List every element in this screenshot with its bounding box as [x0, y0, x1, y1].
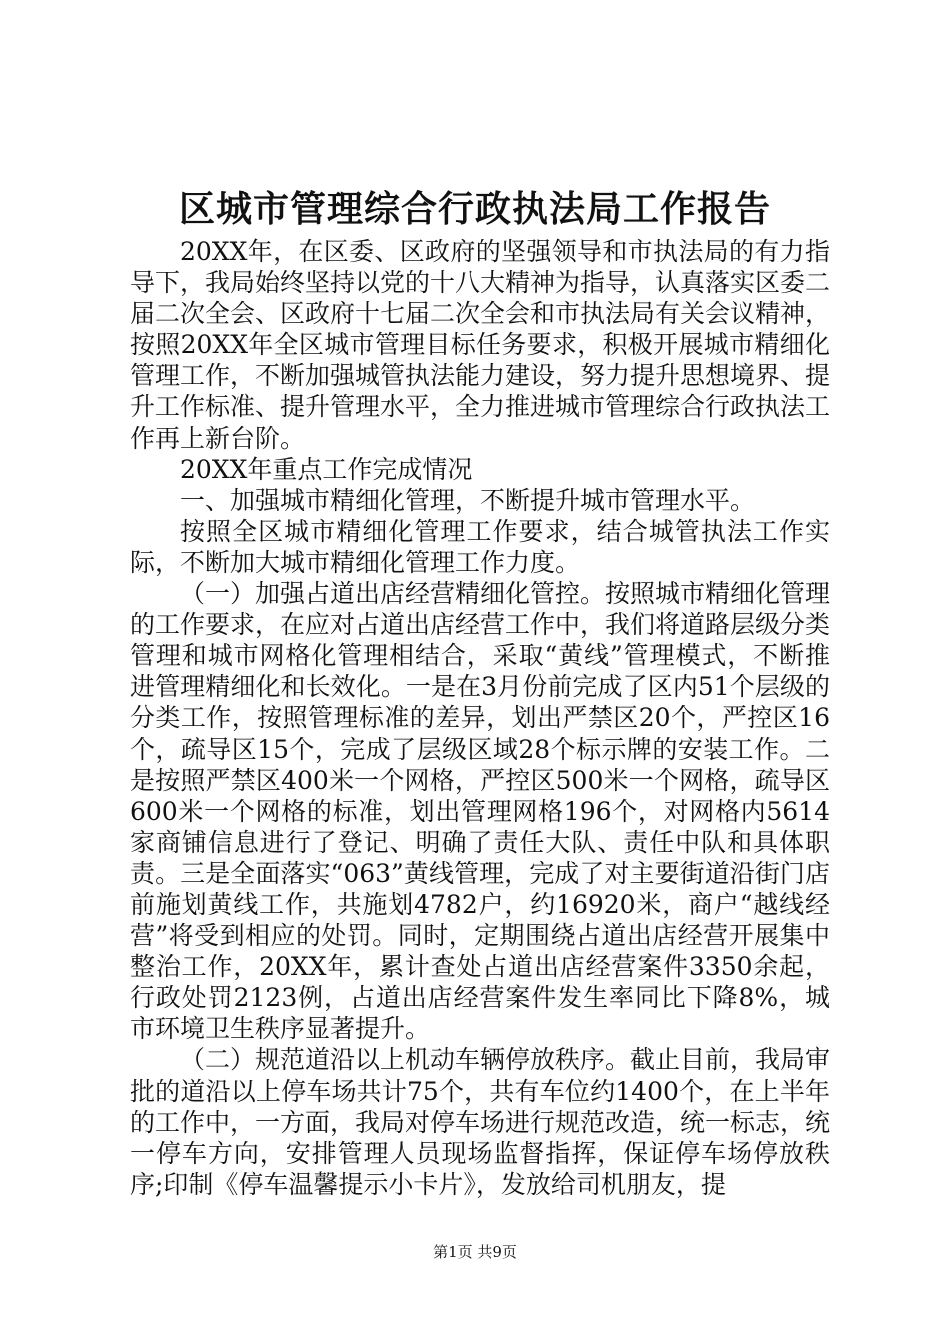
subsection-heading: 一、加强城市精细化管理，不断提升城市管理水平。: [180, 485, 756, 515]
page-footer: 第1页 共9页: [433, 1243, 517, 1261]
section-heading: 20XX年重点工作完成情况: [180, 454, 473, 484]
body-paragraph: （一）加强占道出店经营精细化管控。按照城市精细化管理的工作要求，在应对占道出店经营工作中，我们将道路层级分类管理和城市网格化管理相结合，采取“黄线”管理模式，不断推进管理精细化和长效化。一是在3月份前完成了区内51个层级的分类工作，按照管理标准的差异，划出严禁区20个，严控区16个，疏导区15个，完成了层级区域28个标示牌的安装工作。二是按照严禁区400米一个网格，严控区500米一个网格，疏导区600米一个网格的标准，划出管理网格196个，对网格内5614家商铺信息进行了登记、明确了责任大队、责任中队和具体职责。三是全面落实“063”黄线管理，完成了对主要街道沿街门店前施划黄线工作，共施划4782户，约16920米，商户“越线经营”将受到相应的处罚。同时，定期围绕占道出店经营开展集中整治工作，20XX年，累计查处占道出店经营案件3350余起，行政处罚2123例，占道出店经营案件发生率同比下降8%，城市环境卫生秩序显著提升。: [130, 579, 831, 1044]
document-title: 区城市管理综合行政执法局工作报告: [178, 188, 771, 230]
body-paragraph: 按照全区城市精细化管理工作要求，结合城管执法工作实际，不断加大城市精细化管理工作力度。: [130, 516, 830, 577]
body-paragraph: （二）规范道沿以上机动车辆停放秩序。截止目前，我局审批的道沿以上停车场共计75个，共有车位约1400个，在上半年的工作中，一方面，我局对停车场进行规范改造，统一标志，统一停车方向，安排管理人员现场监督指挥，保证停车场停放秩序;印制《停车温馨提示小卡片》，发放给司机朋友，提: [130, 1045, 831, 1199]
intro-paragraph: 20XX年，在区委、区政府的坚强领导和市执法局的有力指导下，我局始终坚持以党的十八大精神为指导，认真落实区委二届二次全会、区政府十七届二次全会和市执法局有关会议精神，按照20XX年全区城市管理目标任务要求，积极开展城市精细化管理工作，不断加强城管执法能力建设，努力提升思想境界、提升工作标准、提升管理水平，全力推进城市管理综合行政执法工作再上新台阶。: [130, 237, 831, 453]
document-body: [130, 236, 830, 1200]
